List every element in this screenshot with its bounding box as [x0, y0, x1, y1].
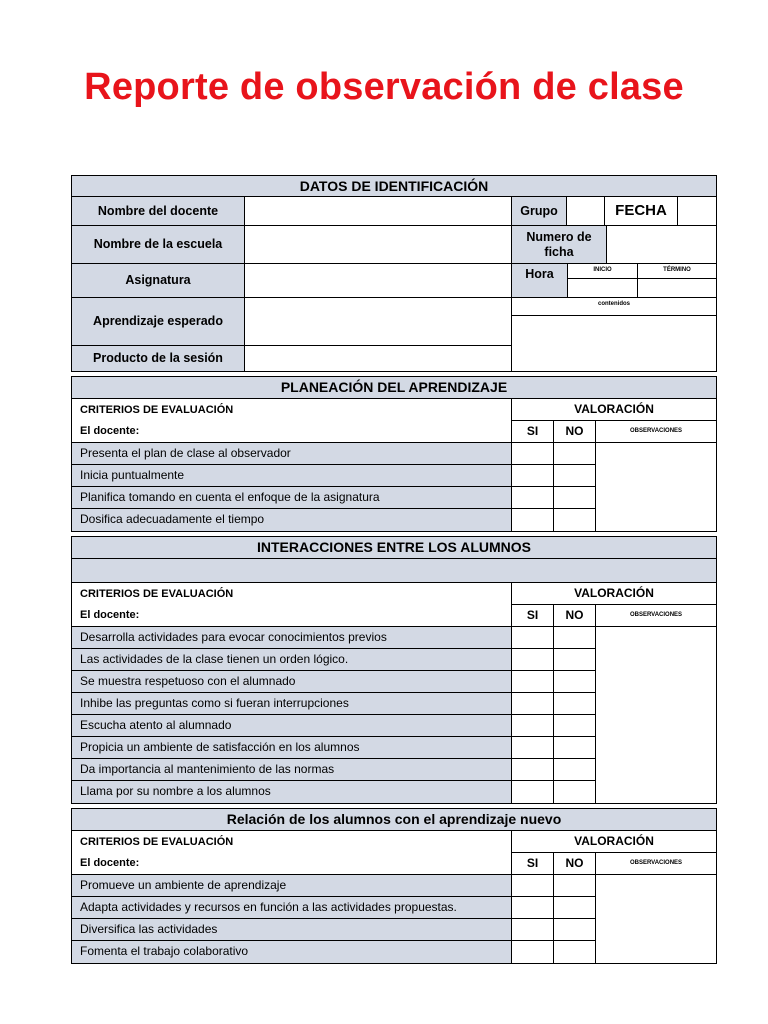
- no-checkbox[interactable]: [554, 781, 596, 803]
- no-checkbox[interactable]: [554, 941, 596, 963]
- yes-label: SI: [512, 853, 554, 875]
- no-checkbox[interactable]: [554, 465, 596, 487]
- yes-checkbox[interactable]: [512, 875, 554, 897]
- criteria-label: CRITERIOS DE EVALUACIÓN: [72, 831, 512, 853]
- no-label: NO: [554, 853, 596, 875]
- time-label: Hora: [512, 264, 568, 298]
- no-checkbox[interactable]: [554, 693, 596, 715]
- yes-checkbox[interactable]: [512, 737, 554, 759]
- yes-checkbox[interactable]: [512, 671, 554, 693]
- no-checkbox[interactable]: [554, 627, 596, 649]
- rating-label: VALORACIÓN: [512, 831, 716, 853]
- criterion-row: Fomenta el trabajo colaborativo: [72, 941, 512, 963]
- no-checkbox[interactable]: [554, 759, 596, 781]
- criterion-row: Se muestra respetuoso con el alumnado: [72, 671, 512, 693]
- no-checkbox[interactable]: [554, 649, 596, 671]
- date-field[interactable]: [678, 197, 716, 226]
- no-label: NO: [554, 421, 596, 443]
- teacher-label: El docente:: [72, 421, 512, 443]
- session-product-label: Producto de la sesión: [72, 346, 245, 371]
- expected-learning-field[interactable]: [245, 298, 512, 346]
- yes-checkbox[interactable]: [512, 509, 554, 531]
- no-label: NO: [554, 605, 596, 627]
- criterion-row: Inicia puntualmente: [72, 465, 512, 487]
- teacher-name-label: Nombre del docente: [72, 197, 245, 226]
- criterion-row: Inhibe las preguntas como si fueran interrupciones: [72, 693, 512, 715]
- observations-field[interactable]: [596, 627, 716, 803]
- interactions-section: [71, 536, 717, 804]
- yes-checkbox[interactable]: [512, 443, 554, 465]
- identification-section: [71, 175, 717, 372]
- no-checkbox[interactable]: [554, 509, 596, 531]
- observation-form: [71, 175, 717, 964]
- teacher-name-field[interactable]: [245, 197, 512, 226]
- criterion-row: Propicia un ambiente de satisfacción en los alumnos: [72, 737, 512, 759]
- no-checkbox[interactable]: [554, 875, 596, 897]
- interactions-header: INTERACCIONES ENTRE LOS ALUMNOS: [72, 537, 716, 559]
- session-product-field[interactable]: [245, 346, 512, 371]
- planning-section: [71, 376, 717, 532]
- criterion-row: Presenta el plan de clase al observador: [72, 443, 512, 465]
- criterion-row: Dosifica adecuadamente el tiempo: [72, 509, 512, 531]
- yes-checkbox[interactable]: [512, 627, 554, 649]
- no-checkbox[interactable]: [554, 715, 596, 737]
- report-title: Reporte de observación de clase: [84, 66, 684, 108]
- yes-checkbox[interactable]: [512, 487, 554, 509]
- rating-label: VALORACIÓN: [512, 583, 716, 605]
- yes-checkbox[interactable]: [512, 465, 554, 487]
- yes-checkbox[interactable]: [512, 715, 554, 737]
- planning-header: PLANEACIÓN DEL APRENDIZAJE: [72, 377, 716, 399]
- contents-label: contenidos: [512, 298, 716, 316]
- no-checkbox[interactable]: [554, 443, 596, 465]
- relationship-header: Relación de los alumnos con el aprendizaje nuevo: [72, 809, 716, 831]
- teacher-label: El docente:: [72, 853, 512, 875]
- start-time-label: INICIO: [568, 264, 638, 279]
- start-time-field[interactable]: [568, 279, 638, 298]
- criterion-row: Adapta actividades y recursos en función a las actividades propuestas.: [72, 897, 512, 919]
- observations-label: OBSERVACIONES: [596, 853, 716, 875]
- yes-checkbox[interactable]: [512, 759, 554, 781]
- criterion-row: Llama por su nombre a los alumnos: [72, 781, 512, 803]
- subject-label: Asignatura: [72, 264, 245, 298]
- identification-header: DATOS DE IDENTIFICACIÓN: [72, 176, 716, 197]
- school-name-field[interactable]: [245, 226, 512, 264]
- contents-field[interactable]: [512, 316, 716, 371]
- yes-checkbox[interactable]: [512, 781, 554, 803]
- criteria-label: CRITERIOS DE EVALUACIÓN: [72, 583, 512, 605]
- subject-field[interactable]: [245, 264, 512, 298]
- group-label: Grupo: [512, 197, 567, 226]
- date-label: FECHA: [605, 197, 678, 226]
- expected-learning-label: Aprendizaje esperado: [72, 298, 245, 346]
- criterion-row: Promueve un ambiente de aprendizaje: [72, 875, 512, 897]
- group-field[interactable]: [567, 197, 605, 226]
- observations-label: OBSERVACIONES: [596, 421, 716, 443]
- observations-label: OBSERVACIONES: [596, 605, 716, 627]
- yes-checkbox[interactable]: [512, 693, 554, 715]
- yes-checkbox[interactable]: [512, 897, 554, 919]
- yes-checkbox[interactable]: [512, 649, 554, 671]
- no-checkbox[interactable]: [554, 919, 596, 941]
- end-time-label: TÉRMINO: [638, 264, 716, 279]
- sheet-number-field[interactable]: [607, 226, 716, 264]
- yes-checkbox[interactable]: [512, 941, 554, 963]
- observations-field[interactable]: [596, 875, 716, 963]
- yes-label: SI: [512, 421, 554, 443]
- no-checkbox[interactable]: [554, 487, 596, 509]
- observations-field[interactable]: [596, 443, 716, 531]
- criterion-row: Desarrolla actividades para evocar conocimientos previos: [72, 627, 512, 649]
- yes-label: SI: [512, 605, 554, 627]
- sheet-number-label: Numero de ficha: [512, 226, 607, 264]
- criterion-row: Planifica tomando en cuenta el enfoque de la asignatura: [72, 487, 512, 509]
- yes-checkbox[interactable]: [512, 919, 554, 941]
- criterion-row: Las actividades de la clase tienen un orden lógico.: [72, 649, 512, 671]
- no-checkbox[interactable]: [554, 671, 596, 693]
- rating-label: VALORACIÓN: [512, 399, 716, 421]
- end-time-field[interactable]: [638, 279, 716, 298]
- criterion-row: Diversifica las actividades: [72, 919, 512, 941]
- criterion-row: Da importancia al mantenimiento de las normas: [72, 759, 512, 781]
- criterion-row: Escucha atento al alumnado: [72, 715, 512, 737]
- school-name-label: Nombre de la escuela: [72, 226, 245, 264]
- no-checkbox[interactable]: [554, 897, 596, 919]
- no-checkbox[interactable]: [554, 737, 596, 759]
- interactions-blank-row: [72, 559, 716, 583]
- criteria-label: CRITERIOS DE EVALUACIÓN: [72, 399, 512, 421]
- teacher-label: El docente:: [72, 605, 512, 627]
- relationship-section: [71, 808, 717, 964]
